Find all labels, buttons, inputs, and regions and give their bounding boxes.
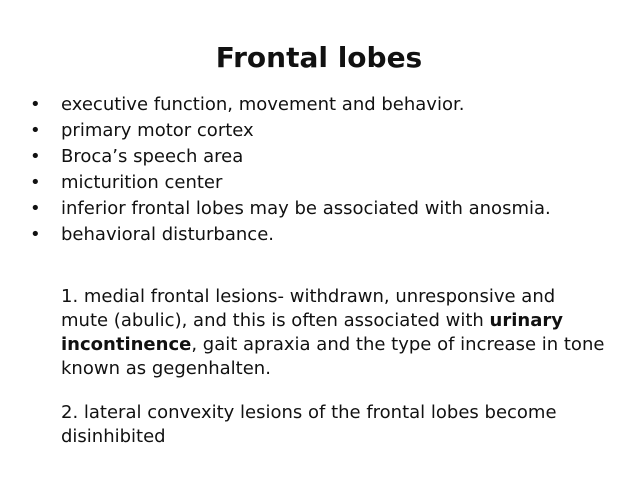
bullet-point-icon: • (30, 198, 41, 219)
bullet-point-icon: • (30, 94, 41, 115)
bullet-point-icon: • (30, 172, 41, 193)
bullet-point-icon: • (30, 146, 41, 167)
bullet-text: executive function, movement and behavior. (61, 94, 465, 115)
bullet-item (30, 170, 620, 196)
bullet-point-icon: • (30, 224, 41, 245)
bullet-text: micturition center (61, 172, 223, 193)
bullet-point-icon: • (30, 120, 41, 141)
bullet-item (30, 92, 620, 118)
bullet-text: Broca’s speech area (61, 146, 244, 167)
bullet-text: inferior frontal lobes may be associated with anosmia. (61, 198, 551, 219)
paragraph-text: , gait apraxia and the type of increase in tone known as gegenhalten. (61, 334, 605, 379)
bullet-item (30, 144, 620, 170)
bullet-list (30, 92, 620, 248)
bullet-item (30, 196, 620, 222)
medial-frontal-lesions-paragraph (61, 285, 606, 381)
bullet-item (30, 118, 620, 144)
lateral-convexity-lesions-paragraph: 2. lateral convexity lesions of the frontal lobes become disinhibited (61, 402, 557, 447)
bullet-text: primary motor cortex (61, 120, 254, 141)
slide-title: Frontal lobes (215, 41, 423, 74)
bullet-item (30, 222, 620, 248)
emphasized-term: urinary incontinence (61, 310, 563, 355)
bullet-text: behavioral disturbance. (61, 224, 274, 245)
paragraph-text: 1. medial frontal lesions- withdrawn, unresponsive and mute (abulic), and this is often associated with (61, 286, 556, 331)
